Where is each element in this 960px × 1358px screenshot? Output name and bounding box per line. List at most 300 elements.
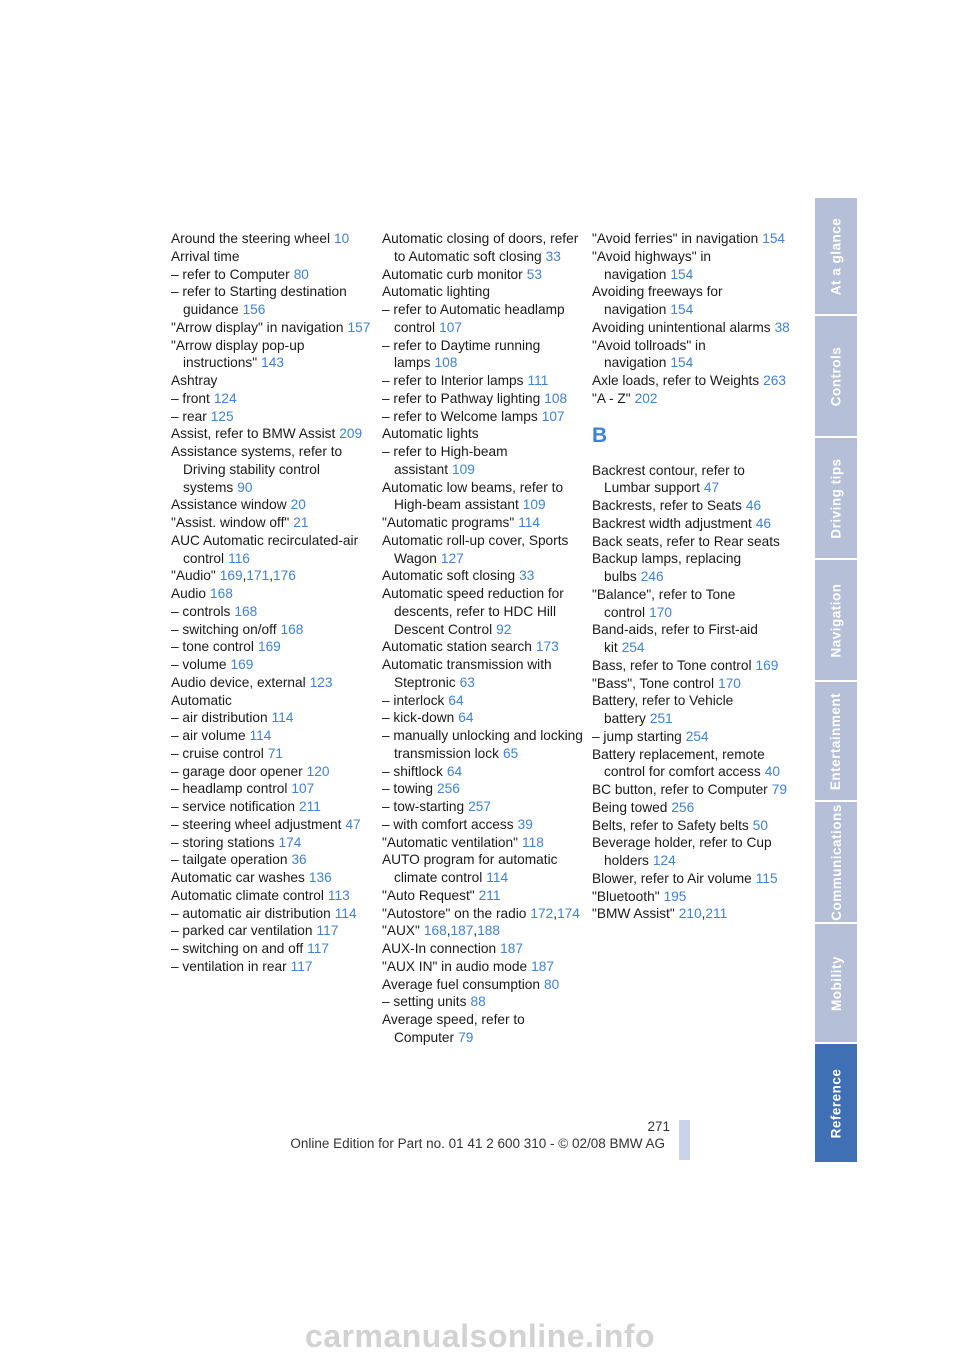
index-term: Blower, refer to Air volume [592,870,752,886]
page-link[interactable]: 65 [502,745,519,761]
index-entry [171,958,373,976]
tab-label: Driving tips [828,457,844,539]
index-term: Ashtray [171,373,218,388]
page-link[interactable]: 174 [557,905,580,921]
page-link[interactable]: 47 [703,480,720,496]
index-term: Battery replacement, remote control for comfort access [592,746,765,780]
page-link[interactable]: 107 [291,781,315,797]
index-term: Backrests, refer to Seats [592,498,742,513]
index-term: Automatic [171,692,232,708]
index-entry [592,799,794,817]
index-term: "Automatic programs" [382,515,515,530]
index-term: – front [171,390,210,406]
index-term: – manually unlocking and locking transmission lock [382,728,583,761]
index-entry [592,728,794,746]
index-term: Bass, refer to Tone control [592,657,752,673]
tab-driving-tips[interactable] [815,438,857,558]
page-link[interactable]: 169 [257,639,281,655]
index-term: Battery, refer to Vehicle battery [592,693,734,726]
page-link[interactable]: 53 [526,266,542,282]
page-link[interactable]: 143 [261,355,284,371]
index-entry [382,301,584,337]
index-entry [382,638,584,656]
page-link[interactable]: 254 [685,728,709,744]
page-link[interactable]: 254 [621,640,645,655]
page-link[interactable]: 118 [522,834,544,850]
index-entry [382,993,584,1011]
tab-mobility[interactable] [815,924,857,1042]
index-term: Automatic lights [382,426,479,442]
index-entry [382,887,584,905]
page-link[interactable]: 168 [210,586,233,601]
page-link[interactable]: 156 [242,302,266,317]
index-term: – with comfort access [382,816,514,832]
page-separator: , [553,905,558,921]
index-entry [171,692,373,710]
index-entry [171,745,373,763]
index-entry [592,515,794,533]
index-entry [382,230,584,266]
tab-entertainment[interactable] [815,682,857,800]
index-entry [171,443,373,496]
index-term: Around the steering wheel [171,231,331,246]
index-term: – refer to Computer [171,266,290,282]
page-link[interactable]: 154 [670,266,694,282]
index-term: "Bluetooth" [592,888,660,904]
index-entry [171,496,373,514]
index-entry [382,958,584,976]
index-term: – refer to Daytime running lamps [382,337,541,371]
page-link[interactable]: 172 [530,905,554,921]
index-entry [382,656,584,692]
index-entry [592,319,794,337]
index-term: Audio device, external [171,674,306,690]
tab-label: Reference [828,1068,844,1138]
index-column-1 [171,230,373,976]
index-entry [171,727,373,745]
page-link[interactable]: 170 [649,604,672,620]
section-tabs [815,198,857,1164]
index-term: – setting units [382,994,467,1010]
page-link[interactable]: 64 [448,692,464,708]
index-entry [382,940,584,958]
page-link[interactable]: 169 [230,657,254,672]
index-entry [592,497,794,515]
index-term: AUX-In connection [382,941,497,956]
index-entry [382,532,584,568]
index-entry [382,763,584,781]
index-entry [171,567,373,585]
index-entry [592,692,794,728]
index-term: "Arrow display pop-up instructions" [171,337,305,371]
index-term: "Arrow display" in navigation [171,319,344,335]
tab-communications[interactable] [815,802,857,922]
page-link[interactable]: 79 [458,1029,474,1045]
index-term: Audio [171,586,207,601]
page-separator: , [269,568,274,584]
index-term: "Avoid tollroads" in navigation [592,337,706,371]
page-link[interactable]: 71 [267,745,284,761]
page-link[interactable]: 256 [671,799,695,815]
index-entry [171,905,373,923]
index-entry [171,887,373,905]
index-term: "BMW Assist" [592,906,675,922]
index-term: AUTO program for automatic climate control [382,852,558,885]
index-term: Automatic lighting [382,284,491,300]
index-term: – air distribution [171,710,268,726]
index-entry [382,408,584,426]
tab-at-a-glance[interactable] [815,198,857,314]
index-entry [592,781,794,799]
index-term: Automatic speed reduction for descents, refer to HDC Hill Descent Control [382,586,564,637]
edition-note: Online Edition for Part no. 01 41 2 600 310 - © 02/08 BMW AG [290,1136,665,1151]
page-link[interactable]: 21 [293,515,309,530]
page-link[interactable]: 107 [541,408,565,424]
page-link[interactable]: 33 [545,248,561,264]
index-entry [171,940,373,958]
index-entry [171,230,373,248]
index-entry [171,408,373,426]
index-term: Beverage holder, refer to Cup holders [592,835,772,868]
index-term: – ventilation in rear [171,958,287,974]
index-entry [171,266,373,284]
index-entry [171,603,373,621]
page-link[interactable]: 124 [213,390,237,406]
index-term: Automatic low beams, refer to High-beam assistant [382,479,564,513]
index-entry [171,816,373,834]
page-link[interactable]: 20 [290,497,306,513]
index-term: BC button, refer to Computer [592,782,768,797]
index-term: "Avoid highways" in navigation [592,248,712,282]
watermark: carmanualsonline.info [304,1318,656,1354]
index-entry [382,266,584,284]
index-term: "Bass", Tone control [592,675,715,691]
page-link[interactable]: 46 [755,515,771,531]
index-entry [382,283,584,301]
index-term: – headlamp control [171,781,288,797]
index-term: – rear [171,408,207,424]
page-link[interactable]: 114 [271,710,294,726]
index-term: – refer to Welcome lamps [382,408,538,424]
page-separator: , [701,906,706,922]
index-entry [171,390,373,408]
index-term: – refer to High-beam assistant [382,444,508,477]
index-term: Automatic soft closing [382,568,516,584]
page-link[interactable]: 90 [237,479,253,495]
page-link[interactable]: 256 [436,781,460,797]
index-term: Arrival time [171,248,240,264]
index-term: – controls [171,603,231,619]
page-link[interactable]: 195 [663,888,687,904]
index-term: Assistance window [171,497,287,513]
page-link[interactable]: 109 [522,497,546,513]
page-link[interactable]: 92 [496,621,512,637]
page-link[interactable]: 168 [280,621,304,637]
page-link[interactable]: 157 [347,319,371,335]
index-term: "Assist. window off" [171,515,290,530]
page-link[interactable]: 63 [459,674,475,690]
page-link[interactable]: 109 [452,461,475,477]
index-term: – refer to Starting destination guidance [171,284,347,317]
index-entry [592,550,794,586]
index-term: Automatic roll-up cover, Sports Wagon [382,532,569,566]
page-link[interactable]: 115 [755,870,778,886]
page-link[interactable]: 10 [334,231,350,246]
page-link[interactable]: 170 [718,675,741,691]
tab-controls[interactable] [815,316,857,436]
page-link[interactable]: 202 [634,390,658,406]
index-entry [382,922,584,940]
index-entry [592,657,794,675]
index-term: – parked car ventilation [171,923,313,939]
page-link[interactable]: 108 [434,355,458,371]
page-link[interactable]: 169 [219,568,243,584]
index-entry [171,851,373,869]
page-link[interactable]: 36 [291,852,307,868]
page-separator: , [473,923,478,939]
index-entry [382,692,584,710]
index-entry [171,337,373,373]
index-entry [382,1011,584,1047]
index-entry [171,674,373,692]
index-entry [382,514,584,532]
index-term: Being towed [592,799,668,815]
index-entry [592,888,794,906]
footer-accent-bar [679,1120,690,1160]
index-term: Backrest contour, refer to Lumbar support [592,462,745,496]
page-link[interactable]: 169 [755,657,779,673]
tab-label: Mobility [828,955,844,1011]
index-entry [382,976,584,994]
page-link[interactable]: 88 [470,994,486,1010]
index-entry [382,727,584,763]
page-link[interactable]: 187 [500,941,523,956]
index-entry [592,834,794,870]
index-term: – volume [171,657,227,672]
page-link[interactable]: 174 [278,834,302,850]
page-link[interactable]: 111 [527,373,549,388]
page-link[interactable]: 40 [764,764,780,780]
index-term: Average speed, refer to Computer [382,1012,525,1045]
index-term: – interlock [382,692,445,708]
index-term: – air volume [171,728,246,743]
page-link[interactable]: 64 [458,710,474,726]
page-link[interactable]: 246 [640,569,664,584]
index-entry [171,780,373,798]
index-entry [382,425,584,443]
page-link[interactable]: 154 [670,355,694,371]
index-term: – jump starting [592,728,682,744]
page-link[interactable]: 209 [339,426,363,442]
page-link[interactable]: 38 [774,319,790,335]
index-term: – automatic air distribution [171,905,331,921]
tab-label: Entertainment [828,692,844,790]
page-link[interactable]: 188 [477,923,501,939]
index-term: – steering wheel adjustment [171,816,342,832]
index-entry [171,709,373,727]
index-term: Automatic transmission with Steptronic [382,657,552,690]
index-term: – garage door opener [171,763,303,779]
page-link[interactable]: 114 [249,728,272,743]
index-entry [382,585,584,638]
tab-label: Navigation [828,582,844,658]
page-link[interactable]: 136 [308,870,332,885]
index-term: Belts, refer to Safety belts [592,817,749,833]
page-link[interactable]: 80 [544,976,560,992]
index-term: – tone control [171,639,254,655]
index-entry [171,656,373,674]
index-term: Assist, refer to BMW Assist [171,426,336,442]
index-term: Avoiding freeways for navigation [592,284,723,317]
page-link[interactable]: 124 [652,853,676,868]
index-entry [171,585,373,603]
index-term: "Auto Request" [382,887,475,903]
index-term: – kick-down [382,710,455,726]
index-entry [171,638,373,656]
index-term: Automatic closing of doors, refer to Automatic soft closing [382,231,579,264]
page-number: 271 [647,1119,670,1134]
index-term: Average fuel consumption [382,976,541,992]
index-entry [592,621,794,657]
page-link[interactable]: 116 [228,550,250,566]
index-entry [382,567,584,585]
index-entry [382,816,584,834]
page-link[interactable]: 64 [446,763,463,779]
tab-label: Controls [828,346,844,406]
page-link[interactable]: 117 [307,941,329,956]
page-link[interactable]: 211 [299,799,321,814]
index-entry [592,337,794,373]
page-link[interactable]: 108 [544,390,568,406]
index-term: – tailgate operation [171,852,288,868]
page-link[interactable]: 33 [519,568,535,584]
index-entry [382,780,584,798]
page-link[interactable]: 154 [670,302,694,317]
index-entry [592,586,794,622]
page-link[interactable]: 168 [234,603,258,619]
tab-label: Communications [828,803,844,921]
page-link[interactable]: 176 [273,568,296,584]
index-entry [171,283,373,319]
page-link[interactable]: 127 [440,550,464,566]
index-entry [592,817,794,835]
page-link[interactable]: 154 [762,231,786,246]
page-link[interactable]: 187 [450,923,474,939]
page-separator: , [446,923,451,939]
index-entry [592,248,794,284]
index-term: AUC Automatic recirculated-air control [171,532,359,566]
index-term: – refer to Interior lamps [382,373,524,388]
index-column-3 [592,230,794,923]
page-link[interactable]: 114 [518,515,541,530]
index-entry [382,905,584,923]
index-entry [592,462,794,498]
page-link[interactable]: 211 [478,887,501,903]
index-entry [592,283,794,319]
page-link[interactable]: 257 [468,799,492,814]
page-link[interactable]: 117 [316,923,339,939]
page-link[interactable]: 117 [290,958,313,974]
page-link[interactable]: 125 [210,408,234,424]
page-link[interactable]: 114 [486,870,509,885]
tab-navigation[interactable] [815,560,857,680]
index-entry [382,709,584,727]
index-entry [592,905,794,923]
index-term: – towing [382,781,433,797]
index-column-2 [382,230,584,1047]
index-term: Back seats, refer to Rear seats [592,533,780,549]
index-term: – tow-starting [382,799,465,814]
tab-reference[interactable] [815,1044,857,1162]
page-link[interactable]: 80 [293,266,309,282]
index-entry [171,319,373,337]
page-separator: , [242,568,247,584]
index-entry [171,425,373,443]
index-entry [382,390,584,408]
index-term: "Avoid ferries" in navigation [592,231,759,246]
index-entry [171,532,373,568]
index-entry [592,675,794,693]
page-link[interactable]: 210 [678,906,702,922]
index-term: "Audio" [171,568,216,584]
page-link[interactable]: 39 [517,816,533,832]
index-term: "Balance", refer to Tone control [592,586,736,620]
page-link[interactable]: 114 [334,905,357,921]
index-term: – service notification [171,799,296,814]
index-term: "A - Z" [592,390,631,406]
index-term: – shiftlock [382,763,443,779]
index-entry [382,372,584,390]
page-link[interactable]: 107 [439,319,462,335]
index-term: Avoiding unintentional alarms [592,319,771,335]
index-entry [592,230,794,248]
index-entry [382,834,584,852]
index-entry [171,834,373,852]
page-link[interactable]: 123 [309,674,333,690]
page-link[interactable]: 251 [649,711,673,726]
index-entry [592,533,794,551]
tab-label: At a glance [828,217,844,295]
page-link[interactable]: 120 [306,763,330,779]
index-entry [171,798,373,816]
index-entry [171,514,373,532]
page-link[interactable]: 263 [763,373,786,388]
page-link[interactable]: 211 [705,906,728,922]
index-term: "AUX IN" in audio mode [382,958,528,974]
index-entry [382,851,584,887]
page-link[interactable]: 168 [423,923,447,939]
index-entry [171,372,373,390]
page-link[interactable]: 113 [327,887,350,903]
index-entry [171,869,373,887]
index-term: Automatic station search [382,639,532,655]
page-link[interactable]: 46 [745,498,762,513]
index-entry [171,248,373,266]
index-term: "Automatic ventilation" [382,834,519,850]
page-link[interactable]: 171 [246,568,270,584]
index-term: Automatic climate control [171,887,324,903]
page-link[interactable]: 50 [752,817,768,833]
page-link[interactable]: 79 [771,782,787,797]
index-entry [382,798,584,816]
index-entry [382,443,584,479]
index-term: – switching on and off [171,941,304,956]
index-entry [592,372,794,390]
page-link[interactable]: 47 [345,816,361,832]
page-link[interactable]: 187 [531,958,554,974]
page-link[interactable]: 173 [535,639,559,655]
index-entry [382,479,584,515]
